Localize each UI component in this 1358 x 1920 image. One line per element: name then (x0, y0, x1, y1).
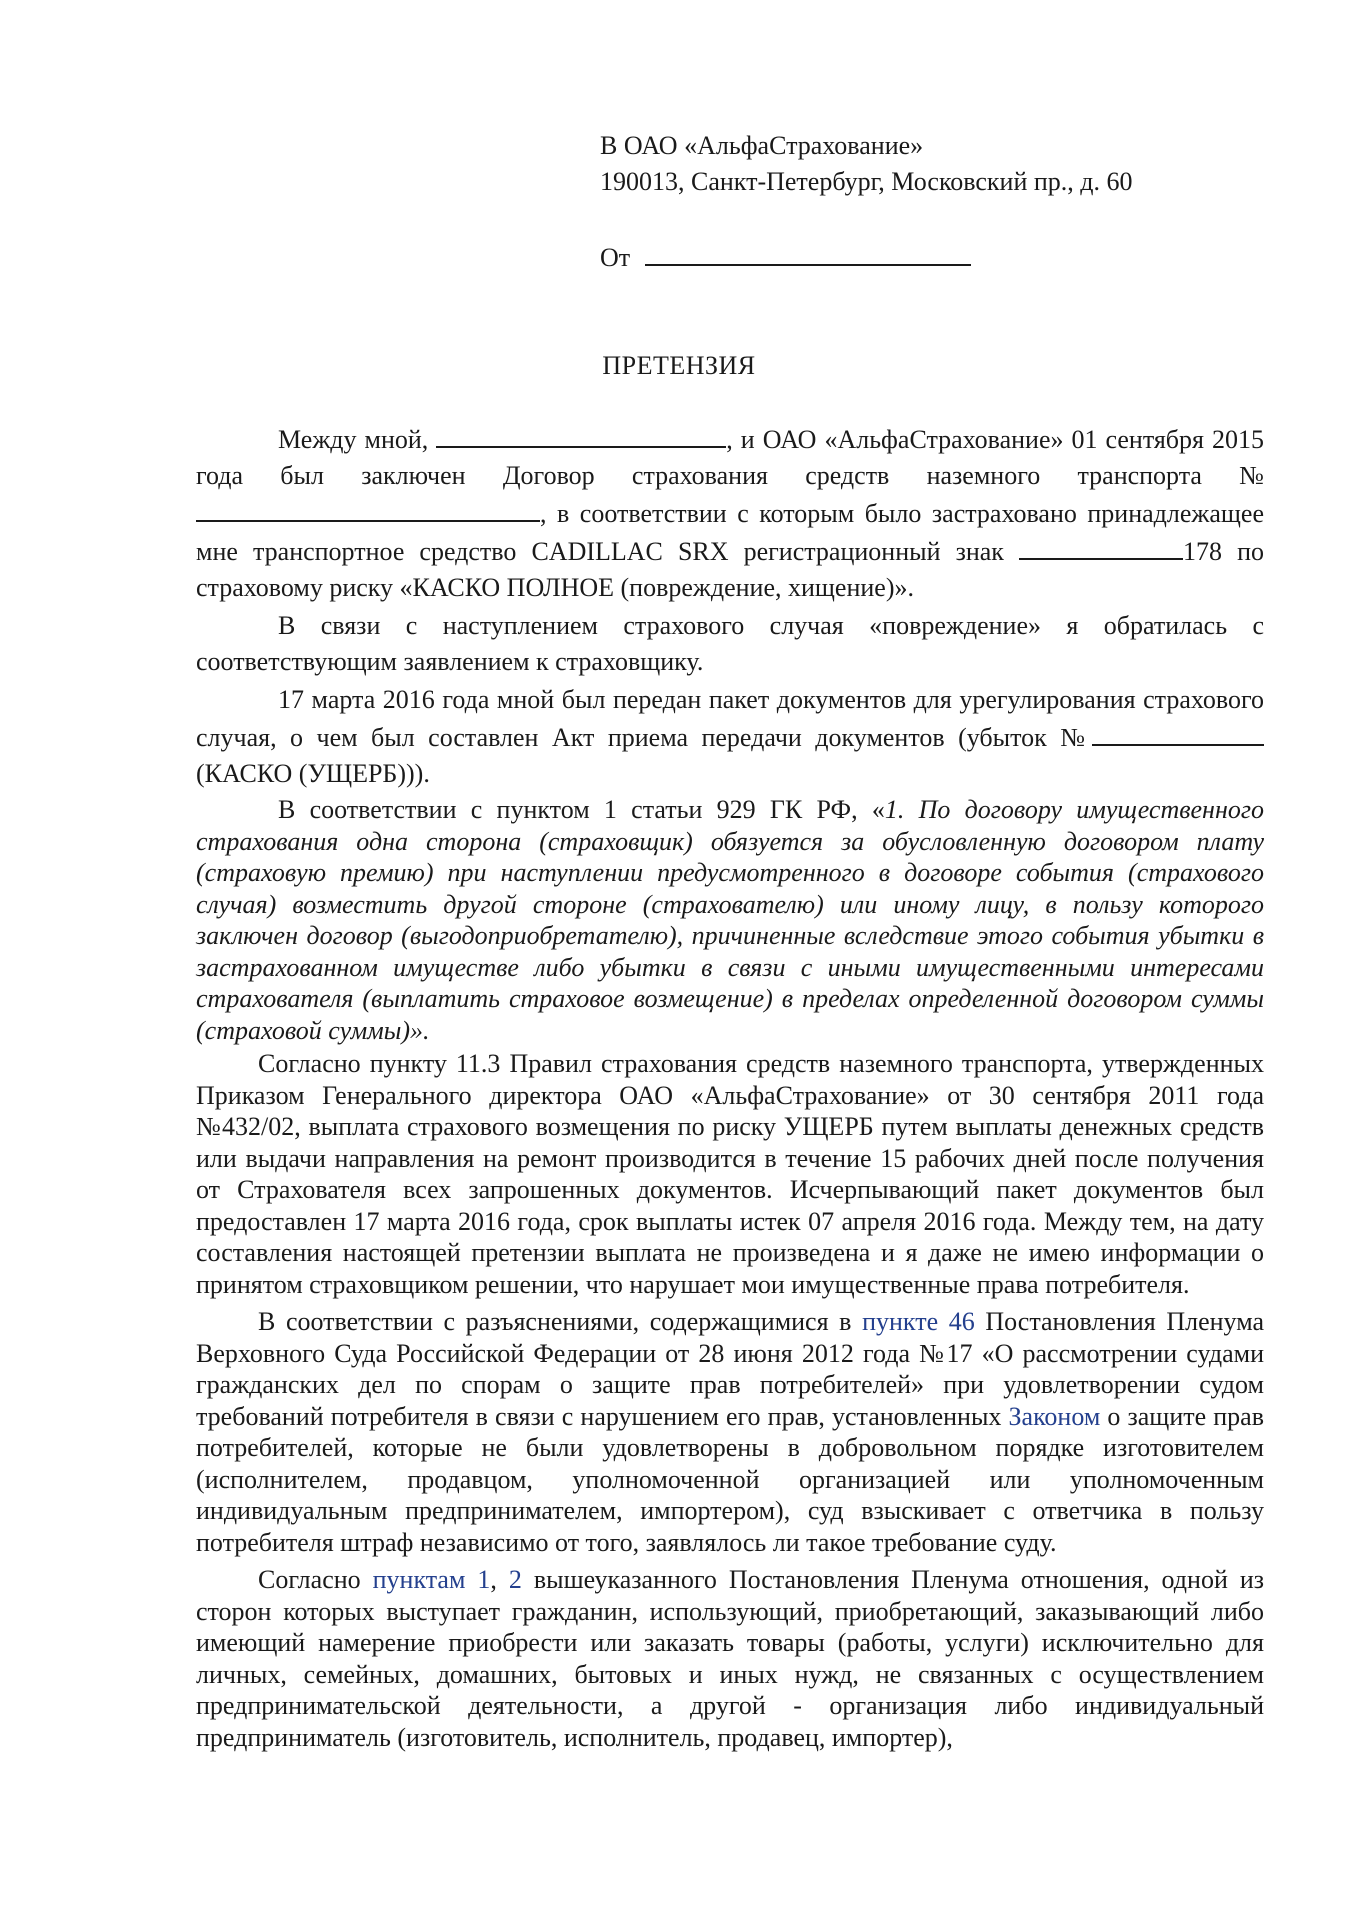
claim-number-blank-line (1092, 718, 1264, 746)
addressee-address: 190013, Санкт-Петербург, Московский пр., д. 60 (600, 167, 1133, 196)
civil-code-intro: В соответствии с пунктом 1 статьи 929 ГК РФ, « (278, 795, 885, 824)
document-title: ПРЕТЕНЗИЯ (602, 351, 756, 380)
paragraph-plenum-points (196, 1564, 1264, 1753)
points-separator: , (490, 1565, 509, 1594)
paragraph-documents-text-2: (КАСКО (УЩЕРБ))). (196, 759, 430, 788)
paragraph-documents (196, 682, 1264, 792)
paragraph-documents-text-1: 17 марта 2016 года мной был передан пакет документов для урегулирования страхового случая, о чем был составлен Акт приема передачи документов (убыток № (196, 685, 1264, 752)
link-points-1[interactable]: пунктам 1 (372, 1565, 491, 1594)
link-points-2[interactable]: 2 (508, 1565, 522, 1594)
paragraph-rules: Согласно пункту 11.3 Правил страхования средств наземного транспорта, утвержденных Приказом Генерального директора ОАО «АльфаСтрахование» от 30 сентября 2011 года №432/02, выплата страхового возмещения по риску УЩЕРБ путем выплаты денежных средств или выдачи направления на ремонт производится в течение 15 рабочих дней после получения от Страхователя всех запрошенных документов. Исчерпывающий пакет документов был предоставлен 17 марта 2016 года, срок выплаты истек 07 апреля 2016 года. Между тем, на дату составления настоящей претензии выплата не произведена и я даже не имею информации о принятом страховщиком решении, что нарушает мои имущественные права потребителя. (196, 1049, 1264, 1299)
from-blank-line (645, 238, 971, 266)
addressee-block (600, 128, 1133, 200)
paragraph-contract-text-2: , и ОАО «АльфаСтрахование» 01 сентября 2015 года был заключен Договор страхования средств наземного транспорта № (196, 425, 1264, 490)
paragraph-contract (196, 420, 1264, 606)
plenum-text-1: В соответствии с разъяснениями, содержащимися в (258, 1307, 863, 1336)
plate-blank-line (1019, 532, 1183, 560)
paragraph-contract-text-3: , в соответствии с которым было застраховано принадлежащее мне транспортное средство CADILLAC SRX регистрационный знак (196, 499, 1264, 566)
paragraph-contract-text-4: 178 по страховому риску «КАСКО ПОЛНОЕ (повреждение, хищение)». (196, 537, 1264, 602)
name-blank-line (436, 420, 726, 448)
link-law[interactable]: Законом (1008, 1401, 1101, 1431)
link-point-46[interactable]: пункте 46 (862, 1307, 975, 1336)
paragraph-plenum-46 (196, 1306, 1264, 1558)
points-text-1: Согласно (258, 1565, 373, 1594)
from-label: От (600, 243, 631, 272)
paragraph-contract-text-1: Между мной, (278, 425, 437, 454)
paragraph-civil-code (196, 794, 1264, 1046)
points-text-2: вышеуказанного Постановления Пленума отношения, одной из сторон которых выступает гражданин, использующий, приобретающий, заказывающий либо имеющий намерение приобрести или заказать товары (работы, услуги) исключительно для личных, семейных, домашних, бытовых и иных нужд, не связанных с осуществлением предпринимательской деятельности, а другой - организация либо индивидуальный предприниматель (изготовитель, исполнитель, продавец, импортер), (196, 1565, 1265, 1752)
paragraph-insured-event: В связи с наступлением страхового случая «повреждение» я обратилась с соответствующим заявлением к страховщику. (196, 611, 1264, 676)
document-body (196, 420, 1264, 1753)
plenum-text-3: о защите прав потребителей, которые не были удовлетворены в добровольном порядке изготовителем (исполнителем, продавцом, уполномоченной организацией или уполномоченным индивидуальным предпринимателем, импортером), суд взыскивает с ответчика в пользу потребителя штраф независимо от того, заявлялось ли такое требование суду. (196, 1401, 1264, 1557)
addressee-name: В ОАО «АльфаСтрахование» (600, 131, 924, 160)
contract-number-blank-line (196, 494, 540, 522)
plenum-text-2: Постановления Пленума Верховного Суда Российской Федерации от 28 июня 2012 года №17 «О рассмотрении судами гражданских дел по спорам о защите прав потребителей» при удовлетворении судом требований потребителя в связи с нарушением его прав, установленных (196, 1307, 1265, 1431)
from-block (600, 238, 971, 276)
civil-code-quote: 1. По договору имущественного страхования одна сторона (страховщик) обязуется за обусловленную договором плату (страховую премию) при наступлении предусмотренного в договоре события (страхового случая) возместить другой стороне (страхователю) или иному лицу, в пользу которого заключен договор (выгодоприобретателю), причиненные вследствие этого события убытки в застрахованном имуществе либо убытки в связи с иными имущественными интересами страхователя (выплатить страховое возмещение) в пределах определенной договором суммы (страховой суммы)». (196, 795, 1264, 1045)
